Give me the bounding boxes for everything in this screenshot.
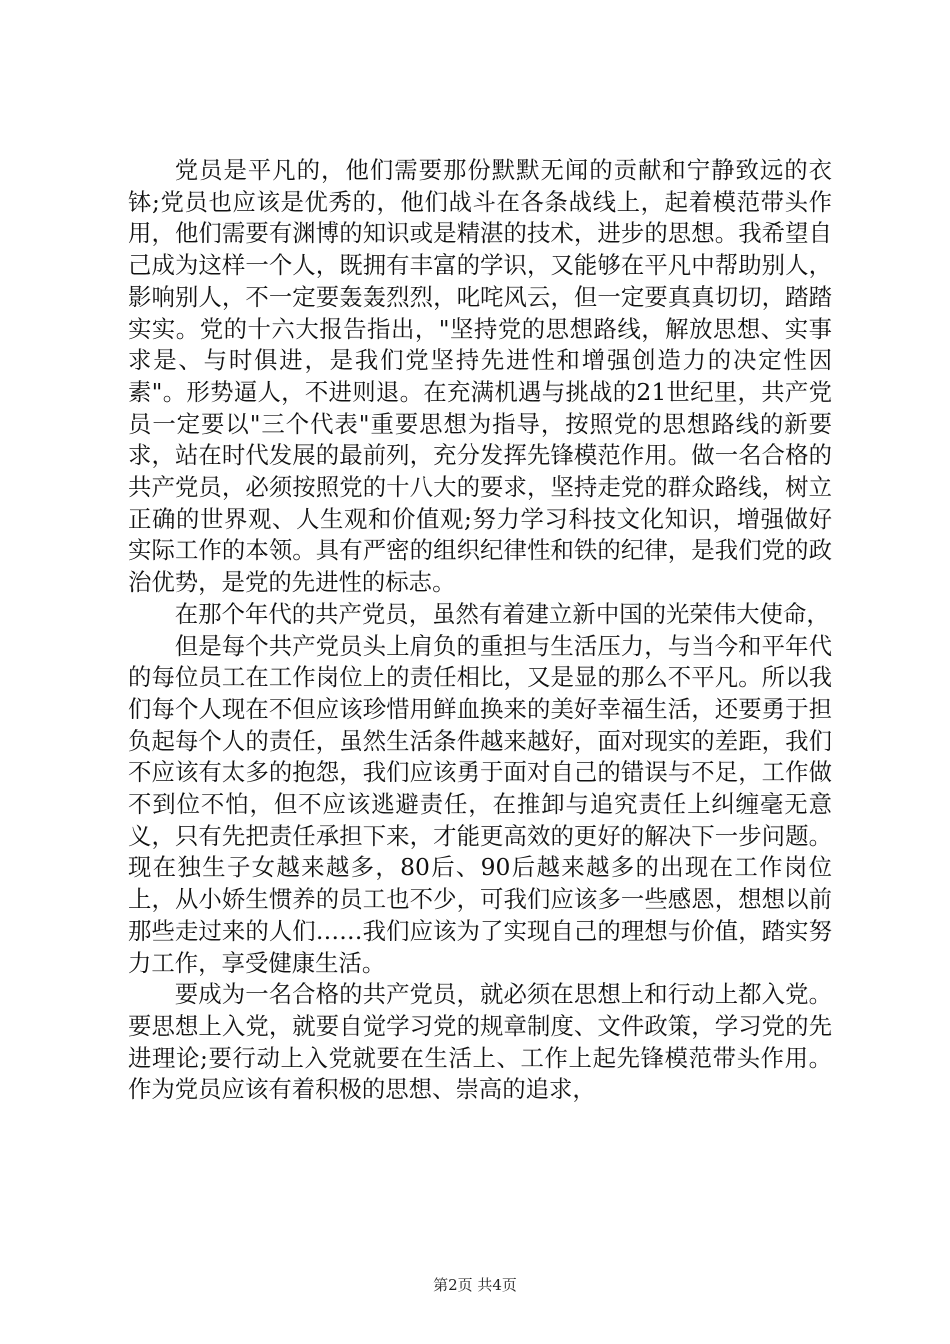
page-footer: 第2页 共4页 [433,1276,517,1294]
paragraph: 党员是平凡的，他们需要那份默默无闻的贡献和宁静致远的衣钵;党员也应该是优秀的，他们战斗在各条战线上，起着模范带头作用，他们需要有渊博的知识或是精湛的技术，进步的思想。我希望自己成为这样一个人，既拥有丰富的学识，又能够在平凡中帮助别人，影响别人，不一定要轰轰烈烈，叱咤风云，但一定要真真切切，踏踏实实。党的十六大报告指出，"坚持党的思想路线，解放思想、实事求是、与时俱进，是我们党坚持先进性和增强创造力的决定性因素"。形势逼人，不进则退。在充满机遇与挑战的21世纪里，共产党员一定要以"三个代表"重要思想为指导，按照党的思想路线的新要求，站在时代发展的最前列，充分发挥先锋模范作用。做一名合格的共产党员，必须按照党的十八大的要求，坚持走党的群众路线，树立正确的世界观、人生观和价值观;努力学习科技文化知识，增强做好实际工作的本领。具有严密的组织纪律性和铁的纪律，是我们党的政治优势，是党的先进性的标志。 [128,156,832,597]
paragraph: 要成为一名合格的共产党员，就必须在思想上和行动上都入党。要思想上入党，就要自觉学习党的规章制度、文件政策，学习党的先进理论;要行动上入党就要在生活上、工作上起先锋模范带头作用。作为党员应该有着积极的思想、崇高的追求， [128,980,832,1104]
document-body [128,155,832,1106]
paragraph: 在那个年代的共产党员，虽然有着建立新中国的光荣伟大使命， [174,599,830,628]
paragraph: 但是每个共产党员头上肩负的重担与生活压力，与当今和平年代的每位员工在工作岗位上的责任相比，又是显的那么不平凡。所以我们每个人现在不但应该珍惜用鲜血换来的美好幸福生活，还要勇于担负起每个人的责任，虽然生活条件越来越好，面对现实的差距，我们不应该有太多的抱怨，我们应该勇于面对自己的错误与不足，工作做不到位不怕，但不应该逃避责任，在推卸与追究责任上纠缠毫无意义，只有先把责任承担下来，才能更高效的更好的解决下一步问题。现在独生子女越来越多，80后、90后越来越多的出现在工作岗位上，从小娇生惯养的员工也不少，可我们应该多一些感恩，想想以前那些走过来的人们……我们应该为了实现自己的理想与价值，踏实努力工作，享受健康生活。 [128,631,832,977]
